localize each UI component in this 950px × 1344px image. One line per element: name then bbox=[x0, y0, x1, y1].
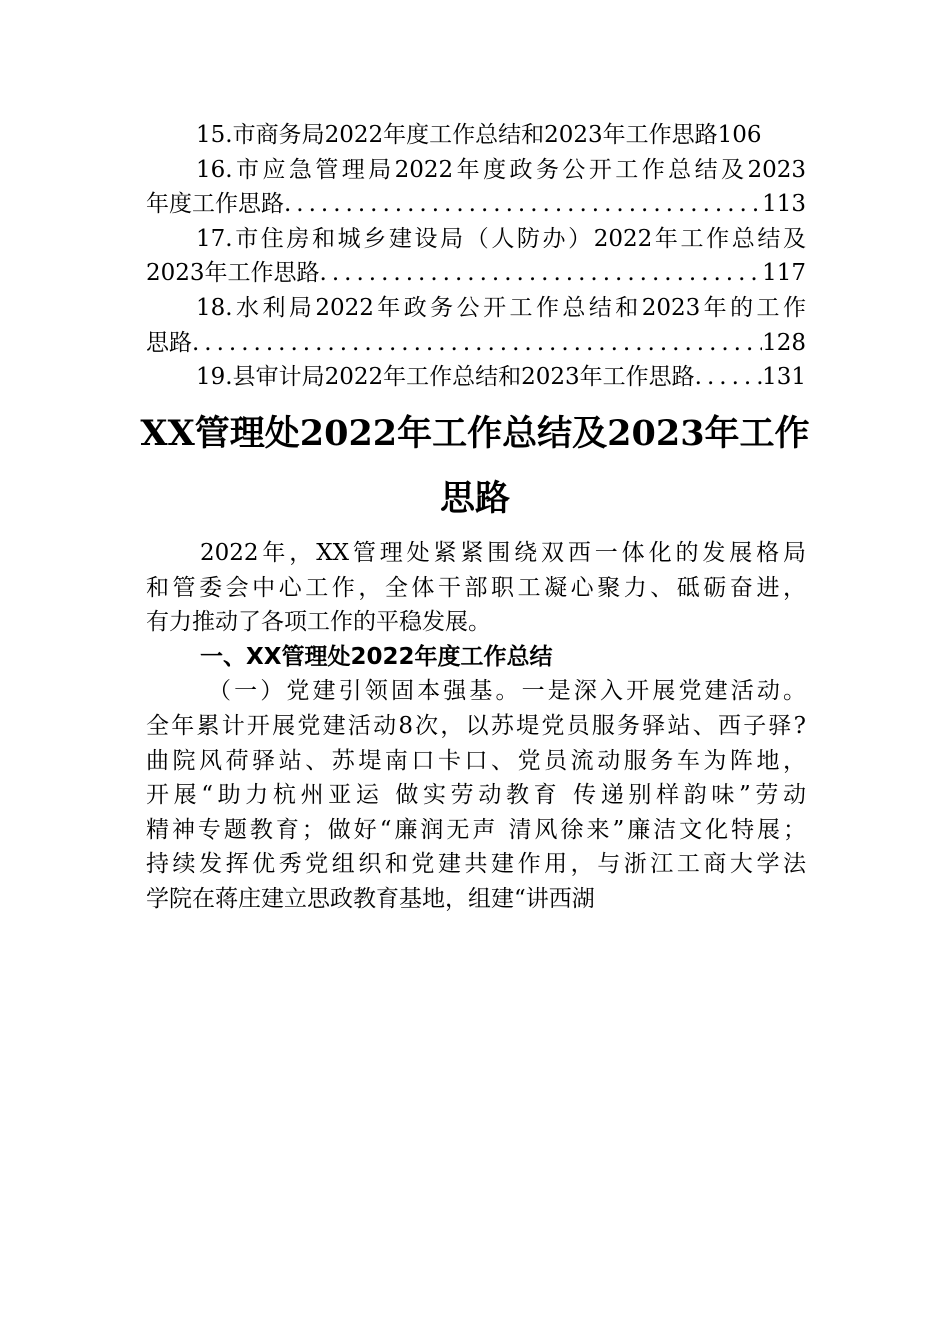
paragraph-line: 持续发挥优秀党组织和党建共建作用，与浙江工商大学法 bbox=[146, 851, 806, 878]
toc-entry-19[interactable] bbox=[146, 360, 806, 395]
toc-entry-16[interactable] bbox=[146, 153, 806, 188]
section-heading: 一、XX管理处2022年度工作总结 bbox=[200, 643, 553, 670]
toc-leader-dots bbox=[192, 326, 762, 361]
toc-page-number: 113 bbox=[762, 191, 806, 218]
toc-entry-title: 16.市应急管理局2022年度政务公开工作总结及2023 bbox=[196, 156, 806, 183]
toc-page-number: 128 bbox=[762, 329, 806, 356]
toc-leader-dots bbox=[320, 256, 763, 291]
toc-page-number: 131 bbox=[762, 364, 806, 391]
paragraph-line: （一）党建引领固本强基。一是深入开展党建活动。 bbox=[208, 678, 806, 705]
paragraph-line: 曲院风荷驿站、苏堤南口卡口、党员流动服务车为阵地， bbox=[146, 747, 806, 774]
intro-line: 有力推动了各项工作的平稳发展。 bbox=[146, 609, 491, 636]
toc-page-number: 117 bbox=[762, 260, 806, 287]
toc-leader-dots bbox=[695, 360, 762, 395]
intro-line: 2022年，XX管理处紧紧围绕双西一体化的发展格局 bbox=[200, 540, 806, 566]
toc-leader-dots bbox=[284, 187, 762, 222]
document-title: XX管理处2022年工作总结及2023年工作 bbox=[140, 413, 810, 454]
document-body bbox=[146, 536, 806, 917]
paragraph-line: 全年累计开展党建活动8次，以苏堤党员服务驿站、西子驿? bbox=[146, 712, 806, 739]
toc-page-number: 106 bbox=[717, 122, 762, 148]
paragraph-line: 精神专题教育；做好“廉润无声 清风徐来”廉洁文化特展； bbox=[146, 816, 806, 843]
toc-entry-17-continued[interactable] bbox=[146, 256, 806, 291]
toc-entry-title-continued: 年度工作思路 bbox=[146, 191, 284, 218]
document-title-continued: 思路 bbox=[439, 478, 510, 519]
toc-entry-17[interactable] bbox=[146, 222, 806, 257]
toc-entry-title: 18.水利局2022年政务公开工作总结和2023年的工作 bbox=[196, 294, 806, 321]
paragraph-line: 开展“助力杭州亚运 做实劳动教育 传递别样韵味”劳动 bbox=[146, 782, 806, 809]
toc-entry-18-continued[interactable] bbox=[146, 326, 806, 361]
toc-entry-title: 19.县审计局2022年工作总结和2023年工作思路 bbox=[196, 364, 695, 391]
table-of-contents bbox=[146, 118, 806, 395]
toc-entry-15[interactable] bbox=[146, 118, 806, 153]
toc-entry-18[interactable] bbox=[146, 291, 806, 326]
toc-entry-16-continued[interactable] bbox=[146, 187, 806, 222]
paragraph-line: 学院在蒋庄建立思政教育基地，组建“讲西湖 bbox=[146, 885, 595, 912]
toc-entry-title-continued: 2023年工作思路 bbox=[146, 260, 320, 287]
intro-line: 和管委会中心工作，全体干部职工凝心聚力、砥砺奋进， bbox=[146, 574, 806, 601]
toc-entry-title-continued: 思路 bbox=[146, 329, 192, 356]
toc-entry-title: 15.市商务局2022年度工作总结和2023年工作思路 bbox=[196, 122, 718, 148]
toc-entry-title: 17.市住房和城乡建设局（人防办）2022年工作总结及 bbox=[196, 225, 806, 252]
